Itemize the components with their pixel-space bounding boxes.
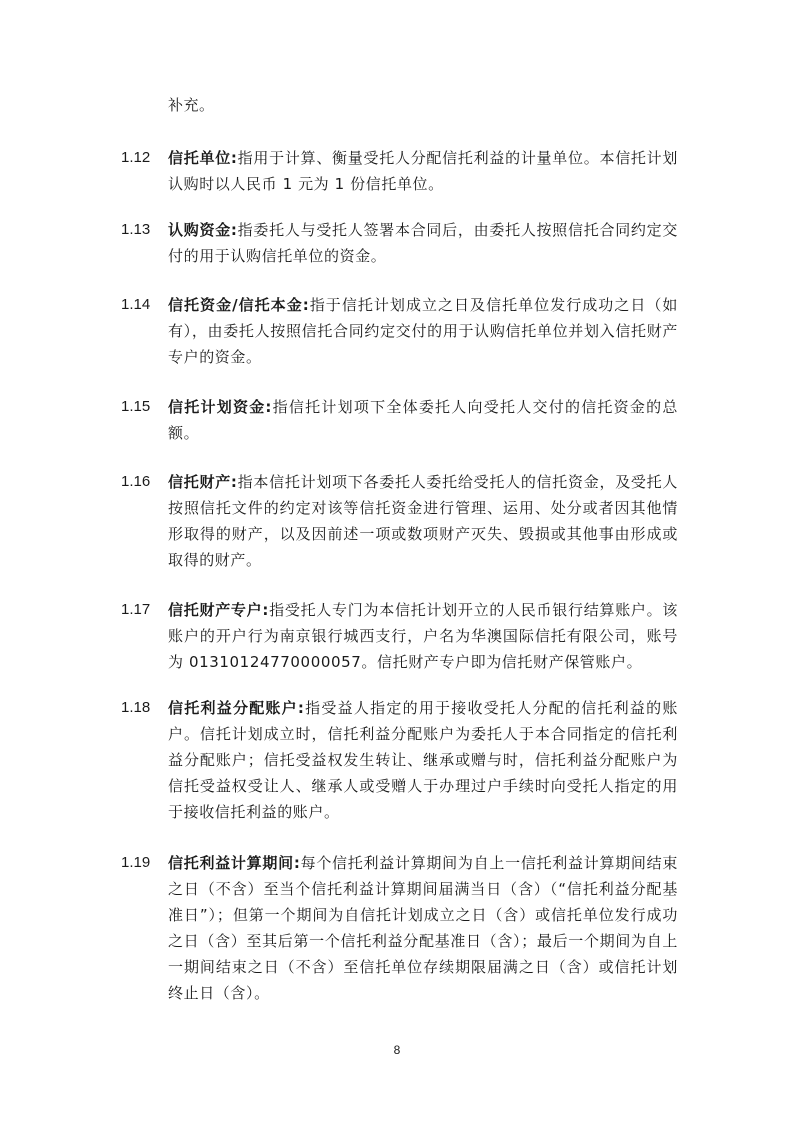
clause-number: 1.17 (121, 601, 151, 618)
clause-body (168, 469, 678, 573)
clause-text: 指委托人与受托人签署本合同后，由委托人按照信托合同约定交付的用于认购信托单位的资金。 (168, 221, 678, 265)
clause-number: 1.18 (121, 699, 151, 716)
clause-number: 1.14 (121, 296, 151, 313)
clause-body (168, 850, 678, 1006)
continuation-text: 补充。 (168, 96, 215, 114)
clause-number: 1.15 (121, 398, 151, 415)
clause-number: 1.19 (121, 854, 151, 871)
clause-text: 指本信托计划项下各委托人委托给受托人的信托资金，及受托人按照信托文件的约定对该等信托资金进行管理、运用、处分或者因其他情形取得的财产，以及因前述一项或数项财产灭失、毁损或其他事由形成或取得的财产。 (168, 473, 678, 569)
clause-term: 信托财产: (168, 473, 238, 491)
clause-text: 每个信托利益计算期间为自上一信托利益计算期间结束之日（不含）至当个信托利益计算期间届满当日（含）（“信托利益分配基准日”）；但第一个期间为自信托计划成立之日（含）或信托单位发行成功之日（含）至其后第一个信托利益分配基准日（含）；最后一个期间为自上一期间结束之日（不含）至信托单位存续期限届满之日（含）或信托计划终止日（含）。 (168, 854, 678, 1002)
clause-term: 信托财产专户: (168, 601, 269, 619)
clause-text: 指于信托计划成立之日及信托单位发行成功之日（如有），由委托人按照信托合同约定交付的用于认购信托单位并划入信托财产专户的资金。 (168, 296, 678, 366)
clause-body (168, 292, 678, 370)
clause-body (168, 394, 678, 446)
clause-body (168, 217, 678, 269)
clause-number: 1.13 (121, 221, 151, 238)
clause-text: 指受托人专门为本信托计划开立的人民币银行结算账户。该账户的开户行为南京银行城西支行，户名为华澳国际信托有限公司，账号为 01310124770000057。信托财产专户即为信托财产保管账户。 (168, 601, 678, 671)
clause-text: 指信托计划项下全体委托人向受托人交付的信托资金的总额。 (168, 398, 678, 442)
page-number: 8 (393, 1043, 401, 1057)
clause-body (168, 695, 678, 825)
clause-body (168, 597, 678, 675)
clause-body (168, 145, 678, 197)
clause-text: 指受益人指定的用于接收受托人分配的信托利益的账户。信托计划成立时，信托利益分配账户为委托人于本合同指定的信托利益分配账户；信托受益权发生转让、继承或赠与时，信托利益分配账户为信托受益权受让人、继承人或受赠人于办理过户手续时向受托人指定的用于接收信托利益的账户。 (168, 699, 678, 821)
clause-term: 信托单位: (168, 149, 238, 167)
clause-number: 1.16 (121, 473, 151, 490)
clause-term: 信托计划资金: (168, 398, 273, 416)
clause-number: 1.12 (121, 149, 151, 166)
clause-text: 指用于计算、衡量受托人分配信托利益的计量单位。本信托计划认购时以人民币 1 元为 1 份信托单位。 (168, 149, 678, 193)
clause-term: 认购资金: (168, 221, 238, 239)
clause-term: 信托利益计算期间: (168, 854, 301, 872)
clause-term: 信托资金/信托本金: (168, 296, 310, 314)
clause-term: 信托利益分配账户: (168, 699, 305, 717)
